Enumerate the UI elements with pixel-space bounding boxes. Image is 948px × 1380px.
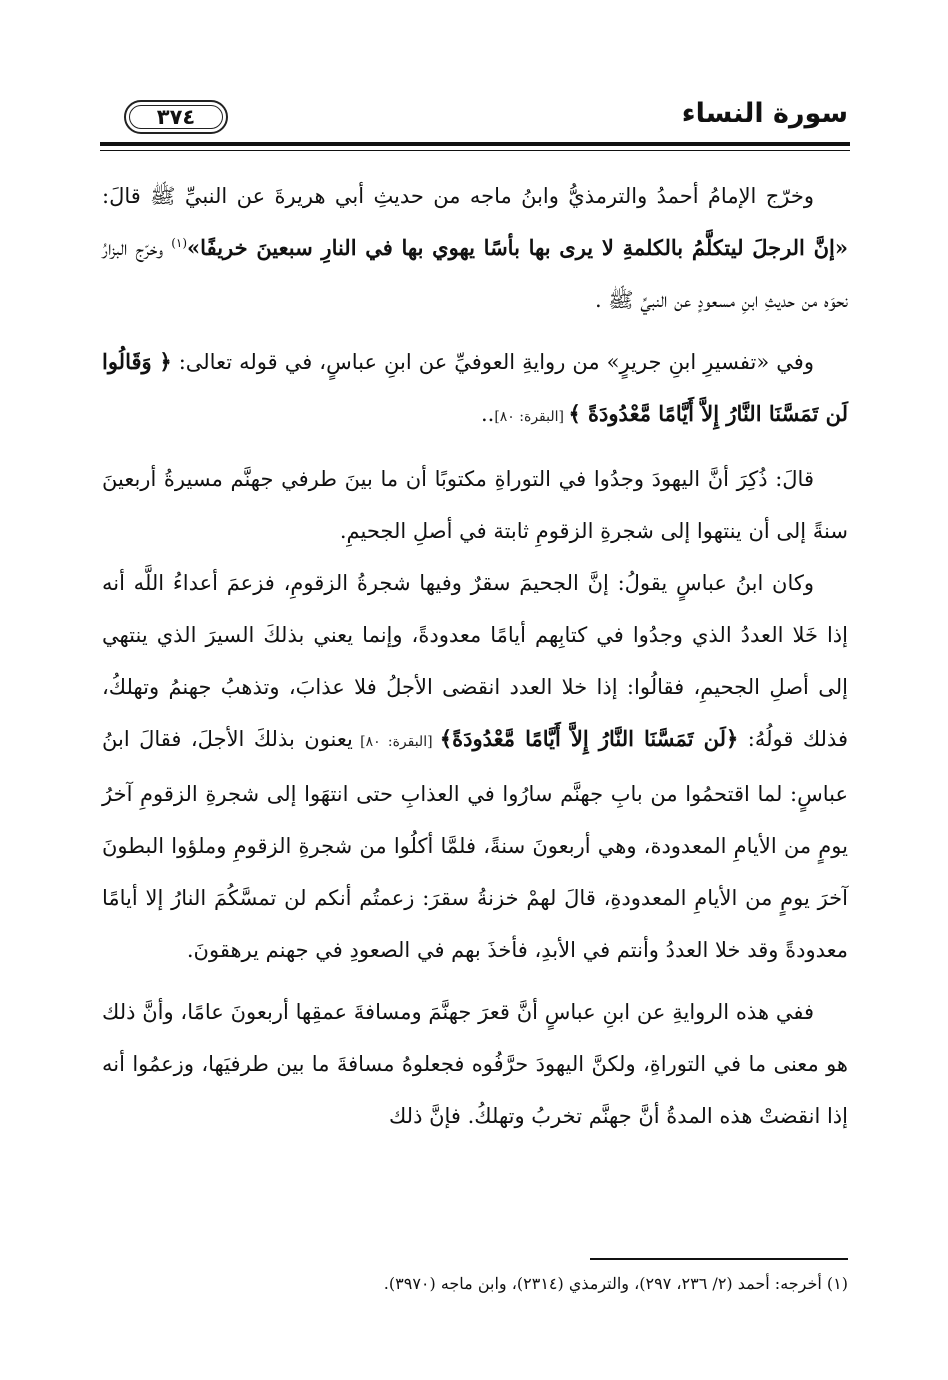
quran-verse: ﴿ وَقَالُوا لَن تَمَسَّنَا النَّارُ إِلاَّ أَيَّامًا مَّعْدُودَةً ﴾ [102,349,848,426]
p1-rest: وخرّج البزارُ نحوَه من حديثِ ابنِ مسعودٍ عن النبيِّ ﷺ . [102,236,848,312]
footnote-marker: (١) [171,236,188,250]
p2-intro: وفي «تفسيرِ ابنِ جريرٍ» من روايةِ العوفيِّ عن ابنِ عباسٍ، في قوله تعالى: [171,350,814,374]
paragraph-5: ففي هذه الروايةِ عن ابنِ عباسٍ أنَّ قعرَ جهنَّمَ ومسافةَ عمقِها أربعونَ عامًا، وأنَّ ذلك هو معنى ما في التوراةِ، ولكنَّ اليهودَ حرَّفُوه فجعلوهُ مسافةَ ما بين طرفيَها، وزعمُوا أنه إذا انقضتْ هذه المدةُ أنَّ جهنَّم تخربُ وتهلكُ. فإنَّ ذلك [102,1000,848,1128]
hadith-quote: «إنَّ الرجلَ ليتكلَّمُ بالكلمةِ لا يرى بها بأسًا يهوي بها في النارِ سبعينَ خريفًا» [187,235,848,260]
p4-part-a: وكان ابنُ عباسٍ يقولُ: إنَّ الجحيمَ سقرٌ وفيها شجرةُ الزقومِ، فزعمَ أعداءُ اللَّه أنه إذا خَلا العددُ الذي وجدُوا في كتابِهم أيامًا معدودةً، وإنما يعني بذلكَ السيرَ الذي ينتهي إلى أصلِ الجحيمِ، فقالُوا: إذا خلا العدد انقضى الأجلُ فلا عذابَ، وتذهبُ جهنمُ وتهلكُ، فذلك قولُهُ: [102,571,848,751]
header-rule-thick [100,142,850,146]
paragraph-4 [102,557,848,976]
verse-reference: [البقرة: ٨٠] [494,409,569,425]
page-number: ٣٧٤ [156,105,196,129]
header-rule-thin [100,150,850,151]
paragraph-3: قالَ: ذُكِرَ أنَّ اليهودَ وجدُوا في التوراةِ مكتوبًا أن ما بينَ طرفي جهنَّم مسيرةُ أربعينَ سنةً إلى أن ينتهوا إلى شجرةِ الزقومِ ثابتة في أصلِ الجحيمِ. [102,467,848,543]
p2-end: .. [480,402,495,426]
page-number-badge [124,100,228,134]
quran-verse: ﴿لَن تَمَسَّنَا النَّارُ إِلاَّ أَيَّامًا مَّعْدُودَةً﴾ [439,726,739,751]
page-header [100,86,848,146]
body-text [102,170,848,1142]
surah-title: سورة النساء [681,98,848,129]
footnote-divider [590,1258,848,1260]
p1-intro: وخرّج الإمامُ أحمدُ والترمذيُّ وابنُ ماجه من حديثِ أبي هريرةَ عن النبيِّ ﷺ قالَ: [102,184,814,208]
verse-reference: [البقرة: ٨٠] [352,734,440,750]
paragraph-2 [102,336,848,443]
footnote: (١) أخرجه: أحمد (٢/ ٢٣٦، ٢٩٧)، والترمذي (٢٣١٤)، وابن ماجه (٣٩٧٠). [383,1274,848,1293]
p4-part-b: يعنون بذلكَ الأجلَ، فقالَ ابنُ عباسٍ: لما اقتحمُوا من بابِ جهنَّم سارُوا في العذابِ حتى انتهَوا إلى شجرةِ الزقومِ آخرُ يومٍ من الأيامِ المعدودة، وهي أربعونَ سنةً، فلمَّا أكلُوا من شجرةِ الزقومِ وملؤوا البطونَ آخرَ يومٍ من الأيامِ المعدودةِ، قالَ لهمْ خزنةُ سقرَ: زعمتُم أنكم لن تمسَّكُمَ النارُ إلا أيامًا معدودةً وقد خلا العددُ وأنتم في الأبدِ، فأخذَ بهم في الصعودِ في جهنم يرهقونَ. [102,727,848,962]
paragraph-1 [102,170,848,326]
